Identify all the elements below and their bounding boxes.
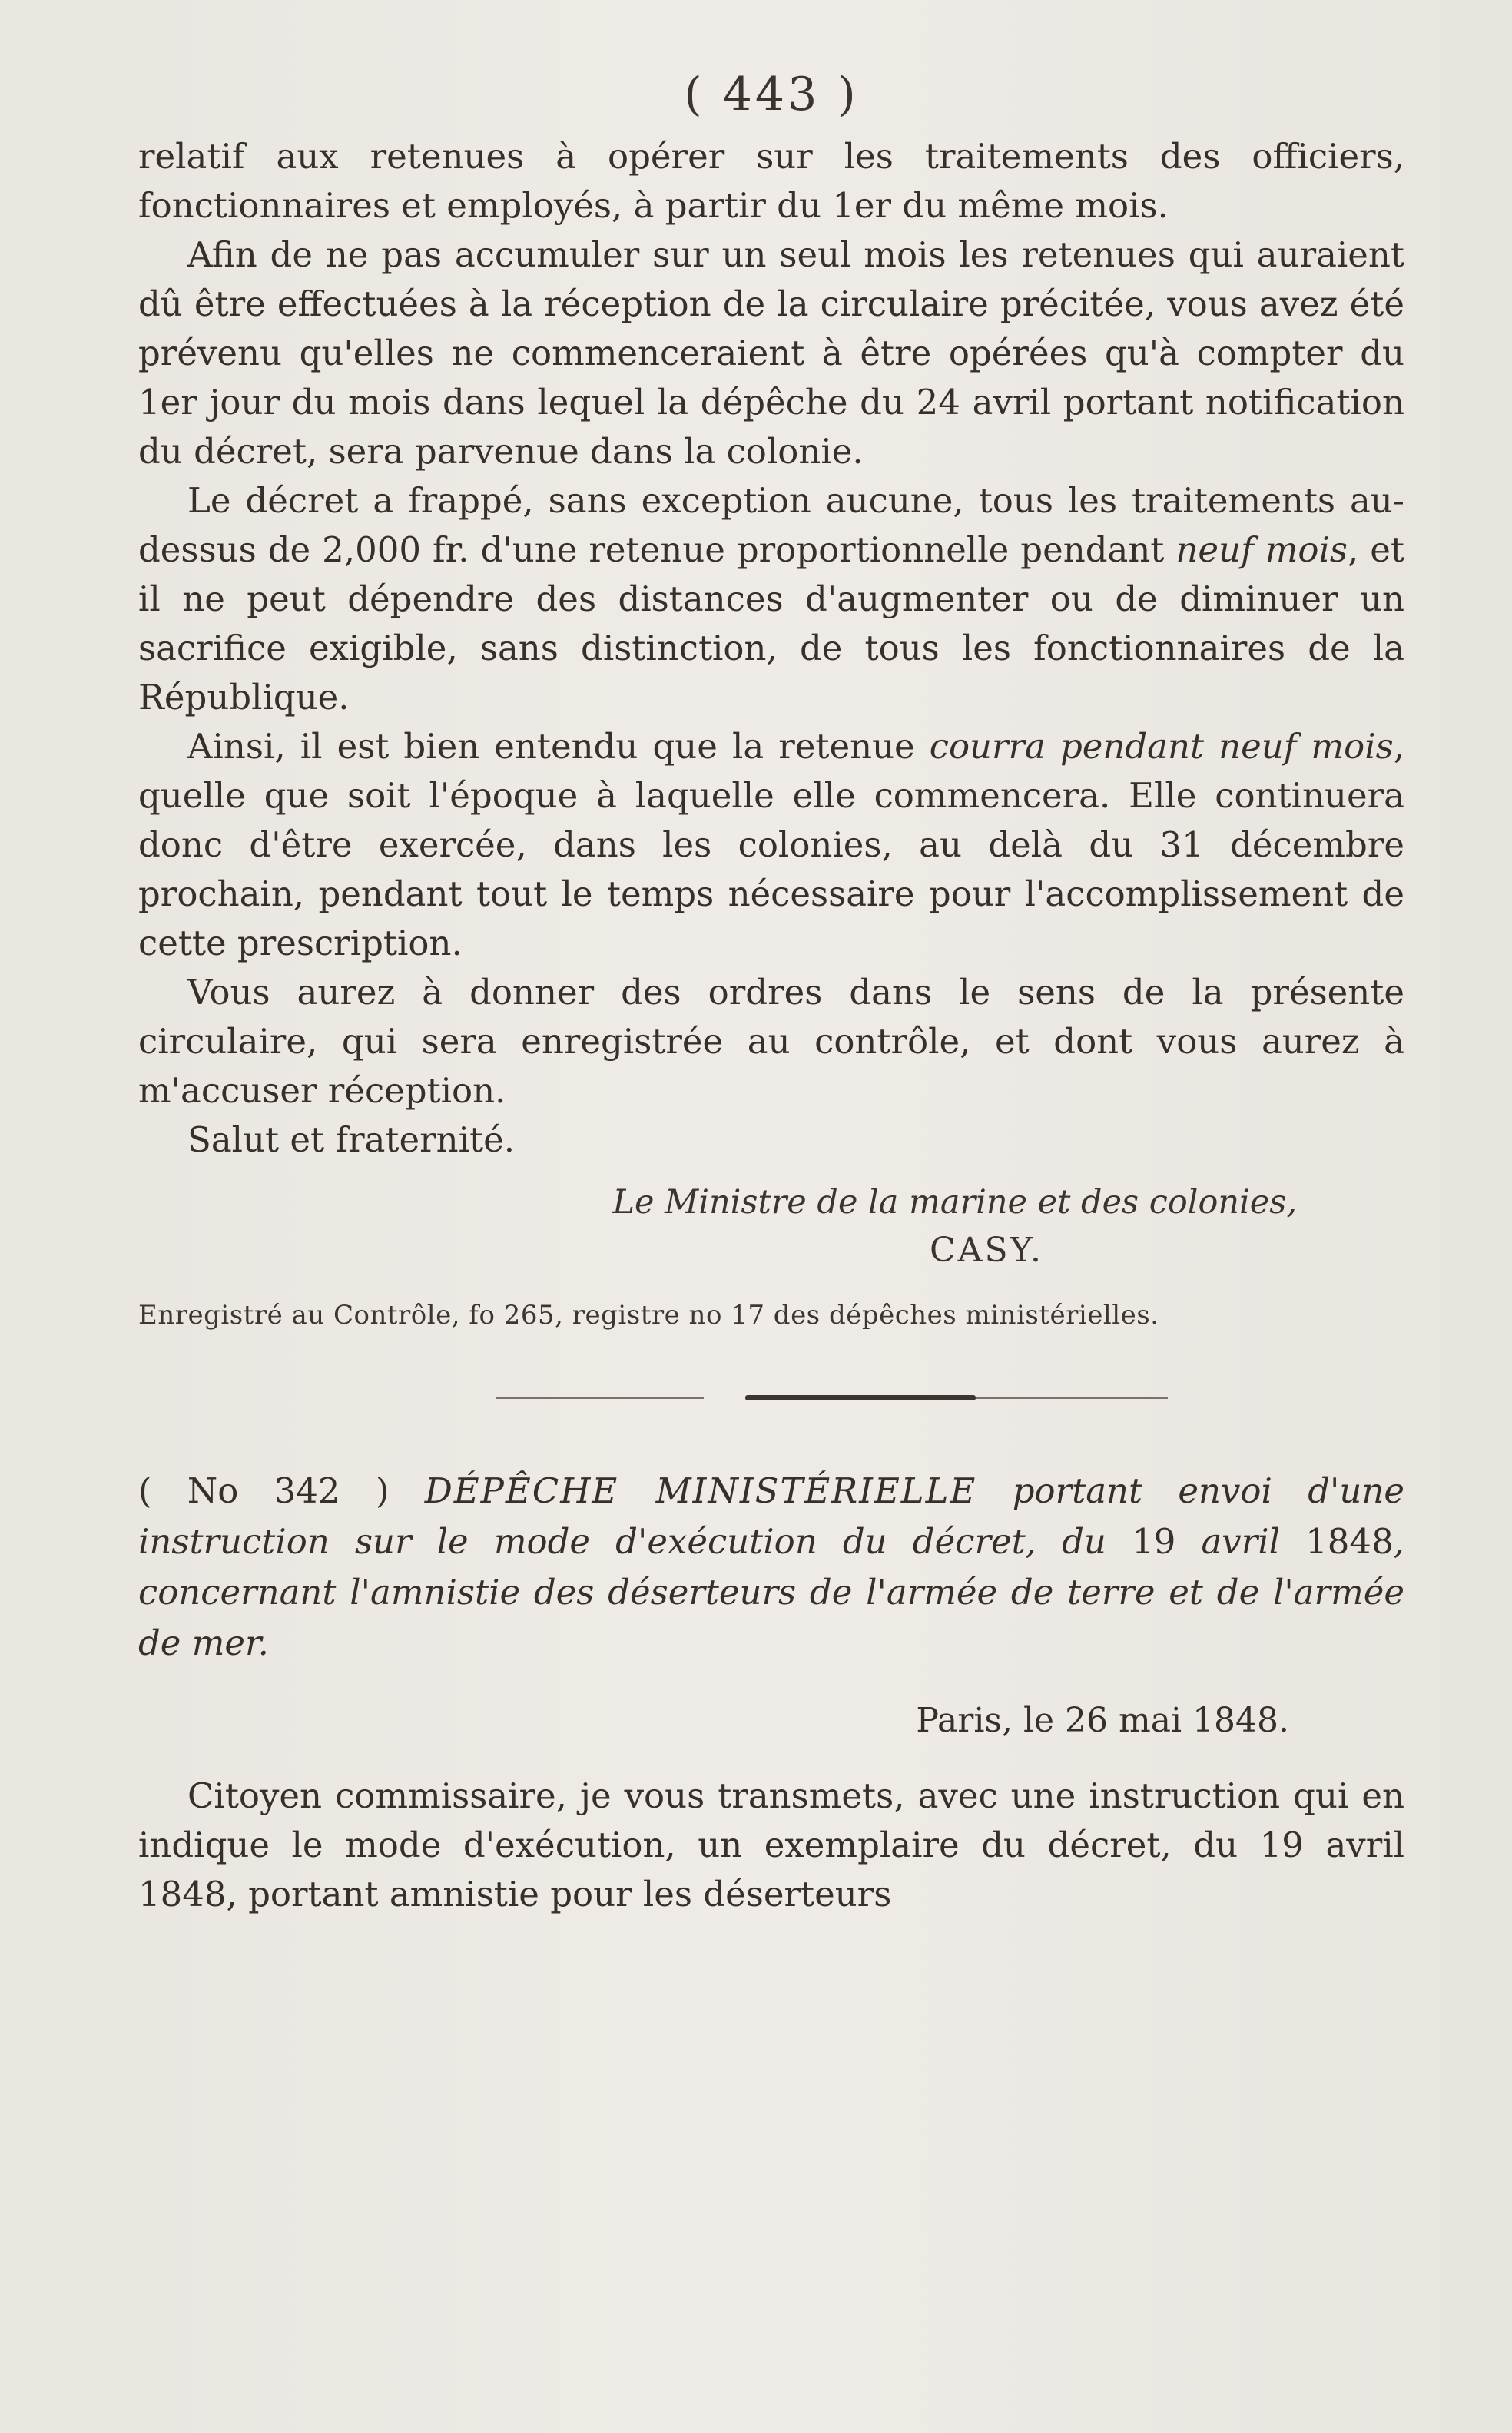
text-column bbox=[138, 61, 1404, 1919]
paragraph-continuation: relatif aux retenues à opérer sur les traitements des officiers, fonctionnaires et employés, à partir du 1er du même mois. bbox=[138, 136, 1404, 226]
paragraph-ainsi-italic: courra pendant neuf mois bbox=[929, 726, 1394, 767]
signature-name: CASY. bbox=[930, 1231, 1043, 1270]
paragraph-decret bbox=[138, 476, 1404, 722]
paragraph-retenues: Afin de ne pas accumuler sur un seul mois les retenues qui auraient dû être effectuées à la réception de la circulaire précitée, vous avez été prévenu qu'elles ne commenceraient à être opérées qu'à compter du 1er jour du mois dans lequel la dépêche du 24 avril portant notification du décret, sera parvenue dans la colonie. bbox=[138, 234, 1404, 472]
salutation: Salut et fraternité. bbox=[187, 1119, 516, 1160]
depeche-subtitle-a: portant envoi d'une instruction sur le mode d'exécution du décret, du bbox=[138, 1470, 1404, 1562]
depeche-title: DÉPÊCHE MINISTÉRIELLE bbox=[424, 1470, 977, 1511]
depeche-subtitle-c: , concernant l'amnistie des déserteurs de l'armée de terre et de l'armée de mer. bbox=[138, 1521, 1405, 1663]
divider-right-rule bbox=[976, 1397, 1168, 1399]
paragraph-decret-text-a: Le décret a frappé, sans exception aucune, tous les traitements au-dessus de 2,000 fr. d'une retenue proportionnelle pendant bbox=[138, 480, 1404, 570]
depeche-subtitle-b: avril bbox=[1175, 1521, 1306, 1562]
depeche-number: ( No 342 ) bbox=[138, 1470, 390, 1511]
divider-center-rule bbox=[745, 1395, 976, 1400]
signature-title: Le Ministre de la marine et des colonies, bbox=[612, 1183, 1297, 1221]
paragraph-citoyen: Citoyen commissaire, je vous transmets, avec une instruction qui en indique le mode d'exécution, un exemplaire du décret, du 19 avril 1848, portant amnistie pour les déserteurs bbox=[138, 1775, 1404, 1914]
depeche-heading bbox=[138, 1466, 1404, 1669]
depeche-subtitle-date: 19 bbox=[1132, 1521, 1176, 1562]
paragraph-ainsi bbox=[138, 722, 1404, 968]
page-number: ( 443 ) bbox=[684, 68, 859, 121]
paragraph-ordres: Vous aurez à donner des ordres dans le sens de la présente circulaire, qui sera enregistrée au contrôle, et dont vous aurez à m'accuser réception. bbox=[138, 972, 1404, 1111]
divider-left-rule bbox=[496, 1397, 704, 1399]
paragraph-ainsi-text-a: Ainsi, il est bien entendu que la retenue bbox=[187, 726, 930, 767]
registration-note: Enregistré au Contrôle, fo 265, registre no 17 des dépêches ministérielles. bbox=[138, 1300, 1159, 1331]
paragraph-ainsi-text-b: , quelle que soit l'époque à laquelle elle commencera. Elle continuera donc d'être exercée, dans les colonies, au delà du 31 décembre prochain, pendant tout le temps nécessaire pour l'accomplissement de cette prescription. bbox=[138, 726, 1404, 963]
place-date: Paris, le 26 mai 1848. bbox=[916, 1701, 1289, 1740]
section-divider bbox=[138, 1386, 1404, 1409]
paragraph-decret-text-b: , et il ne peut dépendre des distances d'augmenter ou de diminuer un sacrifice exigible, sans distinction, de tous les fonctionnaires de la République. bbox=[138, 529, 1404, 718]
paragraph-decret-italic: neuf mois bbox=[1175, 529, 1348, 570]
depeche-subtitle-year: 1848 bbox=[1305, 1521, 1394, 1562]
